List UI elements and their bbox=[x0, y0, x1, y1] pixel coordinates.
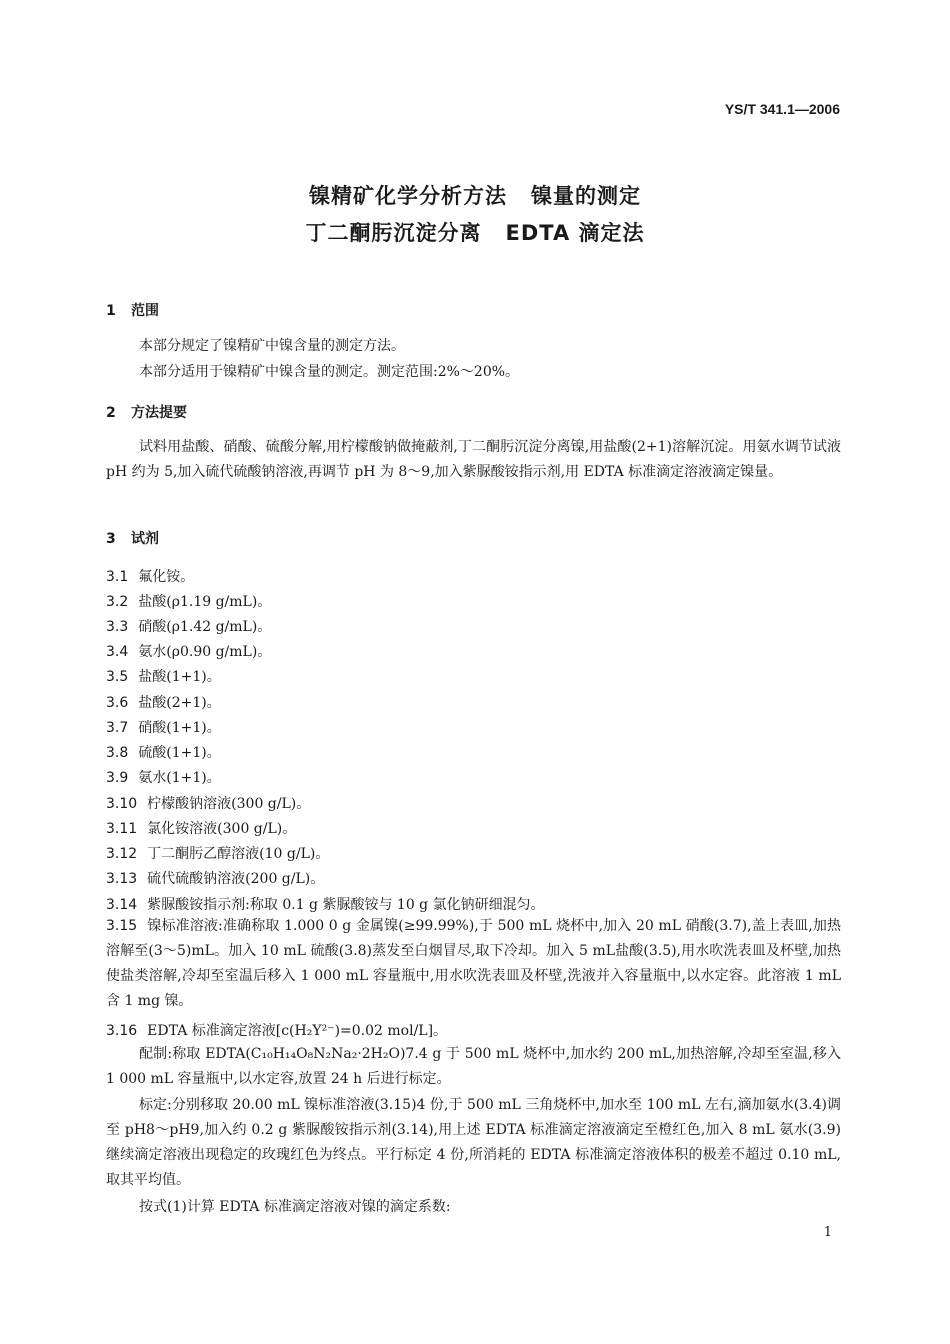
reagent-item bbox=[106, 767, 221, 787]
reagent-number: 3.3 bbox=[106, 619, 129, 635]
reagent-item bbox=[106, 843, 329, 863]
reagent-number: 3.2 bbox=[106, 594, 129, 610]
title-line-1-part-a: 镍精矿化学分析方法 bbox=[309, 184, 507, 208]
section-number: 2 bbox=[106, 405, 116, 421]
reagent-number: 3.16 bbox=[106, 1023, 138, 1039]
title-line-2-part-b: EDTA 滴定法 bbox=[505, 221, 645, 245]
reagent-item bbox=[106, 616, 271, 636]
title-line-1 bbox=[0, 180, 950, 210]
reagent-item bbox=[106, 641, 271, 661]
reagent-number: 3.1 bbox=[106, 569, 129, 585]
section-number: 3 bbox=[106, 531, 116, 547]
standard-code: YS/T 341.1—2006 bbox=[724, 101, 840, 117]
reagent-text: EDTA 标准滴定溶液[c(H₂Y²⁻)=0.02 mol/L]。 bbox=[147, 1023, 448, 1039]
section-1-paragraph-1: 本部分规定了镍精矿中镍含量的测定方法。 bbox=[139, 338, 405, 354]
reagent-number: 3.10 bbox=[106, 796, 138, 812]
title-line-1-part-b: 镍量的测定 bbox=[531, 184, 641, 208]
reagent-number: 3.13 bbox=[106, 871, 138, 887]
reagent-item bbox=[106, 894, 545, 914]
section-title: 试剂 bbox=[131, 531, 159, 547]
section-2-heading bbox=[106, 402, 187, 422]
reagent-number: 3.14 bbox=[106, 897, 138, 913]
reagent-item bbox=[106, 692, 221, 712]
section-title: 范围 bbox=[131, 303, 159, 319]
reagent-number: 3.7 bbox=[106, 720, 129, 736]
reagent-text: 丁二酮肟乙醇溶液(10 g/L)。 bbox=[147, 846, 330, 862]
reagent-item bbox=[106, 717, 221, 737]
section-3-heading bbox=[106, 528, 159, 548]
reagent-number: 3.15 bbox=[106, 918, 138, 934]
reagent-text: 硝酸(ρ1.42 g/mL)。 bbox=[138, 619, 272, 635]
reagent-item bbox=[106, 666, 221, 686]
reagent-number: 3.12 bbox=[106, 846, 138, 862]
reagent-number: 3.4 bbox=[106, 644, 129, 660]
reagent-text: 盐酸(ρ1.19 g/mL)。 bbox=[138, 594, 272, 610]
reagent-item bbox=[106, 742, 221, 762]
reagent-text: 氯化铵溶液(300 g/L)。 bbox=[147, 821, 297, 837]
reagent-text: 柠檬酸钠溶液(300 g/L)。 bbox=[147, 796, 311, 812]
reagent-text: 硝酸(1+1)。 bbox=[138, 720, 221, 736]
reagent-3-16-title bbox=[106, 1020, 447, 1040]
reagent-text: 盐酸(2+1)。 bbox=[138, 695, 221, 711]
reagent-number: 3.6 bbox=[106, 695, 129, 711]
reagent-item bbox=[106, 793, 310, 813]
title-line-2-part-a: 丁二酮肟沉淀分离 bbox=[305, 221, 482, 245]
reagent-3-15-paragraph bbox=[106, 914, 841, 1014]
formula-intro: 按式(1)计算 EDTA 标准滴定溶液对镍的滴定系数: bbox=[139, 1199, 451, 1215]
reagent-number: 3.5 bbox=[106, 669, 129, 685]
reagent-number: 3.9 bbox=[106, 770, 129, 786]
section-1-paragraph-2: 本部分适用于镍精矿中镍含量的测定。测定范围:2%～20%。 bbox=[139, 364, 520, 380]
reagent-text: 紫脲酸铵指示剂:称取 0.1 g 紫脲酸铵与 10 g 氯化钠研细混匀。 bbox=[147, 897, 545, 913]
reagent-number: 3.8 bbox=[106, 745, 129, 761]
section-title: 方法提要 bbox=[131, 405, 187, 421]
section-1-heading bbox=[106, 300, 159, 320]
reagent-item bbox=[106, 566, 194, 586]
reagent-text: 硫酸(1+1)。 bbox=[138, 745, 221, 761]
section-number: 1 bbox=[106, 303, 116, 319]
reagent-item bbox=[106, 591, 271, 611]
reagent-text: 硫代硫酸钠溶液(200 g/L)。 bbox=[147, 871, 325, 887]
reagent-text: 镍标准溶液:准确称取 1.000 0 g 金属镍(≥99.99%),于 500 mL 烧杯中,加入 20 mL 硝酸(3.7),盖上表皿,加热溶解至(3～5)mL。加入 10 mL 硫酸(3.8)蒸发至白烟冒尽,取下冷却。加入 5 mL盐酸(3.5),用水吹洗表皿及杯壁,加热使盐类溶解,冷却至室温后移入 1 000 mL 容量瓶中,用水吹洗表皿及杯壁,洗液并入容量瓶中,以水定容。此溶液 1 mL 含 1 mg 镍。 bbox=[106, 918, 841, 1009]
reagent-number: 3.11 bbox=[106, 821, 138, 837]
reagent-text: 氨水(1+1)。 bbox=[138, 770, 221, 786]
reagent-item bbox=[106, 868, 324, 888]
reagent-item bbox=[106, 818, 296, 838]
reagent-text: 盐酸(1+1)。 bbox=[138, 669, 221, 685]
title-line-2 bbox=[0, 217, 950, 247]
edta-calibration-paragraph: 标定:分别移取 20.00 mL 镍标准溶液(3.15)4 份,于 500 mL 三角烧杯中,加水至 100 mL 左右,滴加氨水(3.4)调至 pH8～pH9,加入约 0.2 g 紫脲酸铵指示剂(3.14),用上述 EDTA 标准滴定溶液滴定至橙红色,加入 8 mL 氨水(3.9)继续滴定溶液出现稳定的玫瑰红色为终点。平行标定 4 份,所消耗的 EDTA 标准滴定溶液体积的极差不超过 0.10 mL,取其平均值。 bbox=[106, 1097, 841, 1188]
section-2-paragraph: 试料用盐酸、硝酸、硫酸分解,用柠檬酸钠做掩蔽剂,丁二酮肟沉淀分离镍,用盐酸(2+1)溶解沉淀。用氨水调节试液 pH 约为 5,加入硫代硫酸钠溶液,再调节 pH 为 8～9,加入紫脲酸铵指示剂,用 EDTA 标准滴定溶液滴定镍量。 bbox=[106, 439, 841, 480]
page-number: 1 bbox=[823, 1225, 832, 1240]
reagent-text: 氨水(ρ0.90 g/mL)。 bbox=[138, 644, 272, 660]
reagent-text: 氟化铵。 bbox=[138, 569, 195, 585]
edta-preparation-paragraph: 配制:称取 EDTA(C₁₀H₁₄O₈N₂Na₂·2H₂O)7.4 g 于 500 mL 烧杯中,加水约 200 mL,加热溶解,冷却至室温,移入 1 000 mL 容量瓶中,以水定容,放置 24 h 后进行标定。 bbox=[106, 1046, 841, 1087]
